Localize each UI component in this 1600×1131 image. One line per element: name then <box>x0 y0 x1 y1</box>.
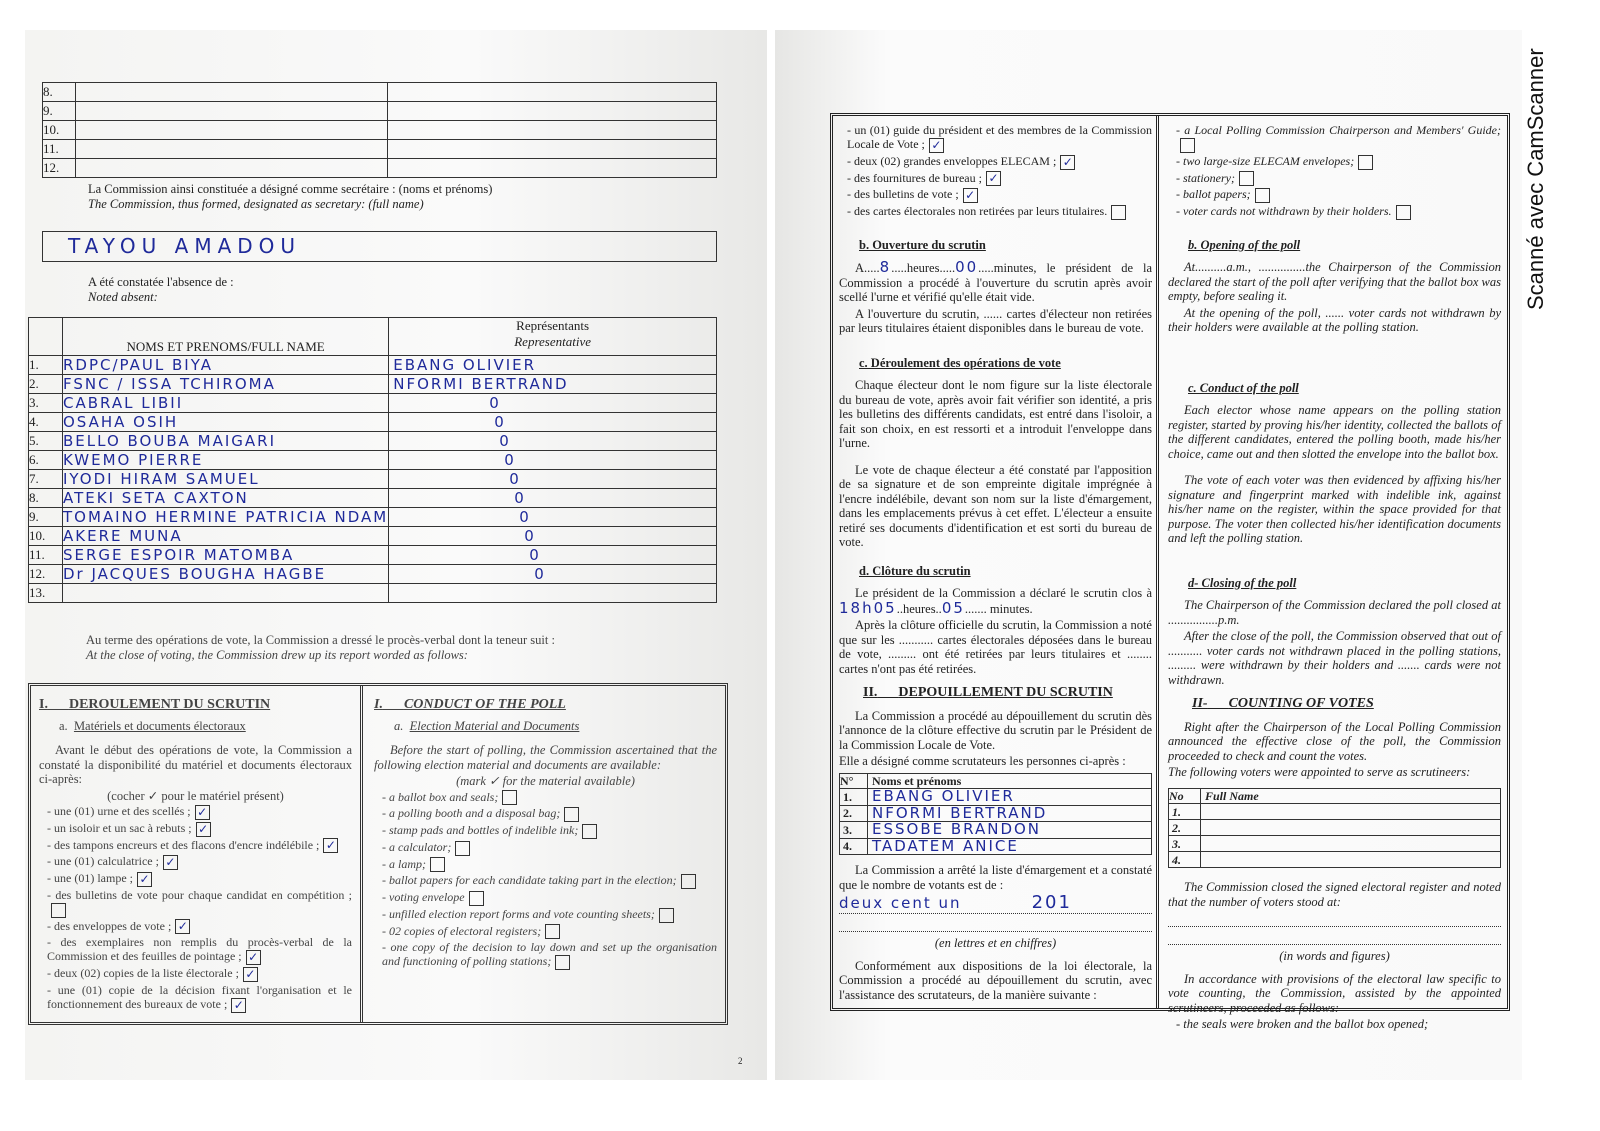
fr-final-text: Conformément aux dispositions de la loi électorale, la Commission a procédé au dépouillement du scrutin, avec l'assistance des scrutateurs, de la manière suivante : <box>839 958 1152 1002</box>
scrutineer-name: EBANG OLIVIER <box>872 787 1015 806</box>
absent-label-en: Noted absent: <box>88 290 158 304</box>
scrutineer-row: 4. <box>1169 852 1501 868</box>
material-item: - voter cards not withdrawn by their holders. <box>1176 204 1501 220</box>
en-subtitle: Election Material and Documents <box>409 718 580 733</box>
table-row: 11. <box>43 140 717 159</box>
material-checkbox[interactable] <box>1180 138 1195 153</box>
right-en-column: - a Local Polling Commission Chairperson and Members' Guide; - two large-size ELECAM envelopes; - stationery; - ballot papers; - voter cards not withdrawn by their holders. b. Opening of the poll At..........a.m., ...............the Chairperson of the Commission declared the start of the poll after verifying that the ballot box was empty, before sealing it. At the opening of the poll, ...... voter cards not withdrawn by their holders were available at the polling station. c. Conduct of the poll Each elector whose name appears on the polling station register, started by proving his/her identity, collected the ballots of the different candidates, entered the polling booth, made his/her choice, came out and then slotted the envelope into the ballot box. The vote of each voter was then evidenced by affixing his/her signature and fingerprint marked with indelible ink, against his/her name on the register, within the space provided for that purpose. The voter then collected his/her identification documents and left the polling station. d- Closing of the poll The Chairperson of the Commission declared the poll closed at ................p.m. After the close of the poll, the Commission observed that out of ........... voter cards not withdrawn placed in the polling stations, ......... were withdrawn by their holders and ....... cards were not withdrawn. II- COUNTING OF VOTES Right after the Chairperson of the Local Polling Commission announced the effective close of the poll, the Commission proceeded to check and count the votes. The following voters were appointed to serve as scrutineers: No Full Name 1. 2. 3. 4. The Commission closed the signed electoral register and noted that the number of voters stood at: (in words and figures) In accordance with provisions of the electoral law specific to vote counting, the Commission, assisted by the appointed scrutineers, proceeded as follows: - the seals were broken and the ballot box opened; <box>1162 116 1507 1008</box>
en-intro: Before the start of polling, the Commission ascertained that the following election material and documents are available: <box>374 743 717 772</box>
scrutineer-row: 3. ESSOBE BRANDON <box>840 822 1152 839</box>
material-checkbox[interactable]: ✓ <box>196 822 211 837</box>
en-final-text: In accordance with provisions of the electoral law specific to vote counting, the Commission, assisted by the appointed scrutineers, proceeded as follows: <box>1168 971 1501 1015</box>
absent-row <box>29 356 717 375</box>
material-checkbox[interactable] <box>502 790 517 805</box>
voters-count-figure: 201 <box>1031 892 1072 914</box>
row-number: 11. <box>29 546 63 565</box>
absent-row <box>29 565 717 584</box>
row-number: 3. <box>29 394 63 413</box>
fr-ii-text1: La Commission a procédé au dépouillement du scrutin dès l'annonce de la clôture effective du scrutin par le Président de la Commission Locale de Vote. <box>839 708 1152 752</box>
candidate-name: Dr JACQUES BOUGHA HAGBE <box>63 565 327 583</box>
material-item: - two large-size ELECAM envelopes; <box>1176 154 1501 170</box>
fr-b-text2: A l'ouverture du scrutin, ...... cartes d'électeur non retirées par leurs titulaires étaient disponibles dans le bureau de vote. <box>839 306 1152 336</box>
en-b-text2: At the opening of the poll, ...... voter cards not withdrawn by their holders were available at the polling station. <box>1168 305 1501 335</box>
material-item: - a Local Polling Commission Chairperson and Members' Guide; <box>1176 123 1501 153</box>
en-d-text1: The Chairperson of the Commission declared the poll closed at ................p.m. <box>1168 598 1501 627</box>
scrutineer-row: 2. NFORMI BERTRAND <box>840 805 1152 822</box>
candidate-name: FSNC / ISSA TCHIROMA <box>63 375 276 393</box>
absent-row <box>29 489 717 508</box>
material-checkbox[interactable]: ✓ <box>323 838 338 853</box>
absent-row <box>29 508 717 527</box>
row-number: 4. <box>29 413 63 432</box>
en-c-text1: Each elector whose name appears on the polling station register, started by proving his/her identity, collected the ballots of the different candidates, entered the polling booth, made his/her choice, came out and then slotted the envelope into the ballot box. <box>1168 403 1501 461</box>
table-row: 12. <box>43 159 717 178</box>
en-instruction: (mark ✓ for the material available) <box>456 774 635 788</box>
en-d-title: d- Closing of the poll <box>1188 575 1297 590</box>
material-checkbox[interactable] <box>1255 188 1270 203</box>
material-checkbox[interactable]: ✓ <box>137 872 152 887</box>
en-b-text1: At..........a.m., ...............the Chairperson of the Commission declared the start of the poll after verifying that the ballot box was empty, before sealing it. <box>1168 260 1501 304</box>
en-voters-field[interactable] <box>1168 913 1501 927</box>
scrutineer-row: 3. <box>1169 836 1501 852</box>
material-checkbox[interactable] <box>582 824 597 839</box>
en-ii-text2: The following voters were appointed to serve as scrutineers: <box>1168 765 1471 780</box>
candidate-name: TOMAINO HERMINE PATRICIA NDAM <box>63 508 389 526</box>
material-checkbox[interactable]: ✓ <box>231 998 246 1013</box>
secretary-name-field[interactable] <box>42 231 717 262</box>
opening-hours: 8 <box>879 258 892 277</box>
fr-c-text1: Chaque électeur dont le nom figure sur la liste électorale du bureau de vote, après avoir fait vérifier son identité, a pris les bulletins des différents candidats, est entré dans l'isoloir, a fait son choix, en est ressorti et a introduit l'enveloppe dans l'urne. <box>839 378 1152 451</box>
absent-table <box>28 317 717 603</box>
material-item: - des bulletins de vote pour chaque candidat en compétition ; <box>47 888 352 918</box>
material-item: - deux (02) copies de la liste électorale ; ✓ <box>47 966 352 982</box>
table-row: 10. <box>43 121 717 140</box>
fr-ii-text2: Elle a désigné comme scrutateurs les personnes ci-après : <box>839 754 1126 769</box>
fr-column: I. DEROULEMENT DU SCRUTIN a. Matériels et documents électoraux Avant le début des opérations de vote, la Commission a constaté la disponibilité du matériel et documents électoraux ci-après: (cocher ✓ pour le matériel présent) - une (01) urne et des scellés ; ✓ - un isoloir et un sac à rebuts ; ✓ - des tampons encreurs et des flacons d'encre indélébile ; ✓ - une (01) calculatrice ; ✓ - une (01) lampe ; ✓ - des bulletins de vote pour chaque candidat en compétition ; - des enveloppes de vote ; ✓ - des exemplaires non remplis du procès-verbal de la Commission et des feuilles de pointage ; ✓ - deux (02) copies de la liste électorale ; ✓ - une (01) copie de la décision fixant l'organisation et le fonctionnement des bureaux de vote ; ✓ <box>31 686 363 1022</box>
material-item: - des cartes électorales non retirées par leurs titulaires. <box>847 204 1152 220</box>
report-intro-fr: Au terme des opérations de vote, la Commission a dressé le procès-verbal dont la teneur suit : <box>86 633 555 647</box>
candidate-name: SERGE ESPOIR MATOMBA <box>63 546 295 564</box>
material-checkbox[interactable]: ✓ <box>175 919 190 934</box>
fr-b-title: b. Ouverture du scrutin <box>859 237 986 252</box>
representative-name: 0 <box>514 489 526 507</box>
absent-row <box>29 394 717 413</box>
absent-row <box>29 432 717 451</box>
report-intro <box>86 633 555 663</box>
secretary-label-fr: La Commission ainsi constituée a désigné comme secrétaire : (noms et prénoms) <box>88 182 493 196</box>
representative-name: 0 <box>524 527 536 545</box>
row-number: 1. <box>29 356 63 375</box>
camscanner-watermark: Scanné avec CamScanner <box>1523 48 1548 310</box>
absent-row <box>29 527 717 546</box>
material-item: - stationery; <box>1176 171 1501 187</box>
material-item: - ballot papers; <box>1176 187 1501 203</box>
representative-name: EBANG OLIVIER <box>393 356 537 374</box>
material-checkbox[interactable]: ✓ <box>986 171 1001 186</box>
representative-name: 0 <box>489 394 501 412</box>
fr-c-text2: Le vote de chaque électeur a été constaté par l'apposition de sa signature et de son empreinte digitale imprégnée à l'encre indélébile, devant son nom sur la liste d'émargement, dans les emplacements prévus à cet effet. L'électeur a ensuite retiré ses documents d'identification et est sorti du bureau de vote. <box>839 462 1152 550</box>
material-checkbox[interactable] <box>1111 205 1126 220</box>
fr-d-text2: Après la clôture officielle du scrutin, la Commission a noté que sur les ........... cartes électorales déposées dans le bureau de vote, ......... ont été retirées par leurs titulaires et ........ cartes n'ont pas été retirées. <box>839 618 1152 676</box>
candidate-name: OSAHA OSIH <box>63 413 179 431</box>
row-number: 2. <box>29 375 63 394</box>
material-checkbox[interactable] <box>555 955 570 970</box>
absent-label <box>88 275 234 305</box>
candidate-name: RDPC/PAUL BIYA <box>63 356 213 374</box>
en-d-text2: After the close of the poll, the Commission observed that out of ........... voter cards not withdrawn placed in the polling stations, ......... were withdrawn by their holders and ....... cards were not withdrawn. <box>1168 629 1501 687</box>
absent-row <box>29 584 717 603</box>
fr-material-list-cont <box>839 123 1152 220</box>
row-number: 6. <box>29 451 63 470</box>
en-final-item: - the seals were broken and the ballot box opened; <box>1176 1017 1429 1032</box>
material-checkbox[interactable] <box>545 924 560 939</box>
material-item: - une (01) lampe ; ✓ <box>47 871 352 887</box>
page-number: 2 <box>738 1056 743 1066</box>
row-number: 8. <box>29 489 63 508</box>
fr-subtitle: Matériels et documents électoraux <box>73 718 246 733</box>
material-item: - voting envelope <box>382 890 717 906</box>
material-item: - one copy of the decision to lay down and set up the organisation and functioning of polling stations; <box>382 940 717 970</box>
secretary-name: TAYOU AMADOU <box>68 234 302 258</box>
absent-row <box>29 546 717 565</box>
material-item: - un isoloir et un sac à rebuts ; ✓ <box>47 821 352 837</box>
absent-row <box>29 470 717 489</box>
secretary-label-en: The Commission, thus formed, designated as secretary: (full name) <box>88 197 424 211</box>
en-c-title: c. Conduct of the poll <box>1188 380 1299 395</box>
fr-instruction: (cocher ✓ pour le matériel présent) <box>107 788 284 803</box>
material-checkbox[interactable] <box>51 903 66 918</box>
en-voters-hint: (in words and figures) <box>1279 949 1390 964</box>
candidate-name: IYODI HIRAM SAMUEL <box>63 470 260 488</box>
fr-ii-title: DEPOUILLEMENT DU SCRUTIN <box>898 685 1113 701</box>
representative-name: 0 <box>504 451 516 469</box>
scrutineer-name: NFORMI BERTRAND <box>872 803 1048 822</box>
material-checkbox[interactable]: ✓ <box>1060 155 1075 170</box>
material-checkbox[interactable] <box>1239 171 1254 186</box>
row-number: 10. <box>29 527 63 546</box>
report-intro-en: At the close of voting, the Commission drew up its report worded as follows: <box>86 648 468 662</box>
material-item: - des exemplaires non remplis du procès-verbal de la Commission et des feuilles de pointage ; ✓ <box>47 935 352 965</box>
material-checkbox[interactable] <box>564 807 579 822</box>
representative-name: 0 <box>499 432 511 450</box>
right-fr-column: - un (01) guide du président et des membres de la Commission Locale de Vote ; ✓ - deux (02) grandes enveloppes ELECAM ; ✓ - des fournitures de bureau ; ✓ - des bulletins de vote ; ✓ - des cartes électorales non retirées par leurs titulaires. b. Ouverture du scrutin A.....8.....heures.....00.....minutes, le président de la Commission a procédé à l'ouverture du scrutin après avoir scellé l'urne et vérifié qu'elle était vide. A l'ouverture du scrutin, ...... cartes d'électeur non retirées par leurs titulaires étaient disponibles dans le bureau de vote. c. Déroulement des opérations de vote Chaque électeur dont le nom figure sur la liste électorale du bureau de vote, après avoir fait vérifier son identité, a pris les bulletins des différents candidats, est entré dans l'isoloir, a fait son choix, en est ressorti et a introduit l'enveloppe dans l'urne. Le vote de chaque électeur a été constaté par l'apposition de sa signature et de son empreinte digitale imprégnée à l'encre indélébile, devant son nom sur la liste d'émargement, dans les emplacements prévus à cet effet. L'électeur a ensuite retiré ses documents d'identification et est sorti du bureau de vote. d. Clôture du scrutin Le président de la Commission a déclaré le scrutin clos à 18h05..heures..05....... minutes. Après la clôture officielle du scrutin, la Commission a noté que sur les ........... cartes électorales déposées dans le bureau de vote, ......... ont été retirées par leurs titulaires et ........ cartes n'ont pas été retirées. II. DEPOUILLEMENT DU SCRUTIN La Commission a procédé au dépouillement du scrutin dès l'annonce de la clôture effective du scrutin par le Président de la Commission Locale de Vote. Elle a désigné comme scrutateurs les personnes ci-après : N° Noms et prénoms 1. EBANG OLIVIER 2. NFORMI BERTRAND 3. ESSOBE BRANDON 4. TADATEM ANICE La Commission a arrêté la liste d'émargement et a constaté que le nombre de votants est de : deux cent un 201 (en lettres et en chiffres) Conformément aux dispositions de la loi électorale, la Commission a procédé au dépouillement du scrutin, avec l'assistance des scrutateurs, de la manière suivante : <box>833 116 1159 1008</box>
representative-name: 0 <box>519 508 531 526</box>
material-checkbox[interactable]: ✓ <box>243 967 258 982</box>
absent-row <box>29 413 717 432</box>
material-item: - stamp pads and bottles of indelible ink; <box>382 823 717 839</box>
representative-name: 0 <box>529 546 541 564</box>
material-item: - a calculator; <box>382 840 717 856</box>
representative-name: 0 <box>509 470 521 488</box>
secretary-label <box>88 182 492 212</box>
material-checkbox[interactable] <box>430 857 445 872</box>
candidate-name: CABRAL LIBII <box>63 394 184 412</box>
conduct-of-poll-box <box>28 683 728 1025</box>
material-item: - des fournitures de bureau ; ✓ <box>847 171 1152 187</box>
table-row: 8. <box>43 83 717 102</box>
scrutineer-row: 2. <box>1169 820 1501 836</box>
material-item: - une (01) calculatrice ; ✓ <box>47 854 352 870</box>
en-c-text2: The vote of each voter was then evidenced by affixing his/her signature and fingerprint marked with indelible ink, against his/her name on the register, within the space provided for that purpose. The voter then collected his/her identification documents and left the polling station. <box>1168 473 1501 546</box>
scrutineer-name: ESSOBE BRANDON <box>872 820 1042 839</box>
en-scrutineers-table: No Full Name 1. 2. 3. 4. <box>1168 788 1501 869</box>
scrutineer-row: 1. <box>1169 804 1501 820</box>
scrutineer-row: 4. TADATEM ANICE <box>840 838 1152 855</box>
voters-count-field[interactable] <box>839 892 1152 914</box>
material-checkbox[interactable]: ✓ <box>246 950 261 965</box>
fr-c-title: c. Déroulement des opérations de vote <box>859 355 1061 370</box>
material-checkbox[interactable]: ✓ <box>963 188 978 203</box>
material-checkbox[interactable] <box>681 874 696 889</box>
material-item: - ballot papers for each candidate taking part in the election; <box>382 873 717 889</box>
material-checkbox[interactable] <box>455 841 470 856</box>
material-item: - a lamp; <box>382 857 717 873</box>
col-representative: Représentants Representative <box>389 318 717 356</box>
en-column: I. CONDUCT OF THE POLL a. Election Material and Documents Before the start of polling, the Commission ascertained that the following election material and documents are available: (mark ✓ for the material available) - a ballot box and seals; - a polling booth and a disposal bag; - stamp pads and bottles of indelible ink; - a calculator; - a lamp; - ballot papers for each candidate taking part in the election; - voting envelope - unfilled election report forms and vote counting sheets; - 02 copies of electoral registers; - one copy of the decision to lay down and set up the organisation and functioning of polling stations; <box>366 686 725 1022</box>
table-row: 9. <box>43 102 717 121</box>
row-number: 13. <box>29 584 63 603</box>
absent-row <box>29 451 717 470</box>
en-ii-title: COUNTING OF VOTES <box>1228 696 1374 712</box>
en-ii-text1: Right after the Chairperson of the Local Polling Commission announced the effective close of the poll, the Commission proceeded to check and count the votes. <box>1168 719 1501 763</box>
material-item: - des bulletins de vote ; ✓ <box>847 187 1152 203</box>
fr-material-list <box>39 804 352 1013</box>
material-checkbox[interactable] <box>659 908 674 923</box>
fr-scrutineers-table: N° Noms et prénoms 1. EBANG OLIVIER 2. NFORMI BERTRAND 3. ESSOBE BRANDON 4. TADATEM ANICE <box>839 773 1152 856</box>
material-item: - des tampons encreurs et des flacons d'encre indélébile ; ✓ <box>47 838 352 854</box>
material-item: - deux (02) grandes enveloppes ELECAM ; ✓ <box>847 154 1152 170</box>
candidate-name: BELLO BOUBA MAIGARI <box>63 432 277 450</box>
members-table-continued <box>42 82 717 178</box>
closing-minutes: 05 <box>941 598 965 617</box>
row-number: 9. <box>29 508 63 527</box>
fr-voters-text: La Commission a arrêté la liste d'émargement et a constaté que le nombre de votants est de : <box>839 863 1152 892</box>
material-checkbox[interactable]: ✓ <box>929 138 944 153</box>
right-report-box <box>830 113 1510 1032</box>
material-item: - une (01) urne et des scellés ; ✓ <box>47 804 352 820</box>
absent-row <box>29 375 717 394</box>
representative-name: 0 <box>494 413 506 431</box>
fr-intro: Avant le début des opérations de vote, la Commission a constaté la disponibilité du matériel et documents électoraux ci-après: <box>39 743 352 786</box>
opening-minutes: 00 <box>955 258 979 277</box>
voters-count-words: deux cent un <box>839 894 962 913</box>
material-checkbox[interactable] <box>1358 155 1373 170</box>
material-item: - a ballot box and seals; <box>382 790 717 806</box>
col-full-name: NOMS ET PRENOMS/FULL NAME <box>63 318 389 356</box>
material-checkbox[interactable] <box>1396 205 1411 220</box>
representative-name: 0 <box>534 565 546 583</box>
material-checkbox[interactable]: ✓ <box>195 805 210 820</box>
fr-d-title: d. Clôture du scrutin <box>859 563 971 578</box>
material-item: - 02 copies of electoral registers; <box>382 924 717 940</box>
material-checkbox[interactable]: ✓ <box>163 855 178 870</box>
representative-name: NFORMI BERTRAND <box>393 375 569 393</box>
material-item: - a polling booth and a disposal bag; <box>382 806 717 822</box>
material-item: - une (01) copie de la décision fixant l'organisation et le fonctionnement des bureaux de vote ; ✓ <box>47 983 352 1013</box>
en-material-list <box>374 790 717 971</box>
closing-hours: 18h05 <box>839 598 897 617</box>
scrutineer-row: 1. EBANG OLIVIER <box>840 789 1152 806</box>
material-item: - unfilled election report forms and vote counting sheets; <box>382 907 717 923</box>
en-b-title: b. Opening of the poll <box>1188 237 1301 252</box>
candidate-name: KWEMO PIERRE <box>63 451 204 469</box>
scrutineer-name: TADATEM ANICE <box>872 836 1019 855</box>
en-voters-text: The Commission closed the signed electoral register and noted that the number of voters stood at: <box>1168 880 1501 909</box>
candidate-name: ATEKI SETA CAXTON <box>63 489 249 507</box>
row-number: 12. <box>29 565 63 584</box>
absent-label-fr: A été constatée l'absence de : <box>88 275 234 289</box>
row-number: 7. <box>29 470 63 489</box>
row-number: 5. <box>29 432 63 451</box>
fr-section-title: DEROULEMENT DU SCRUTIN <box>68 697 271 712</box>
en-section-title: CONDUCT OF THE POLL <box>403 697 566 712</box>
material-item: - des enveloppes de vote ; ✓ <box>47 919 352 935</box>
material-item: - un (01) guide du président et des membres de la Commission Locale de Vote ; ✓ <box>847 123 1152 153</box>
fr-voters-hint: (en lettres et en chiffres) <box>934 936 1057 951</box>
material-checkbox[interactable] <box>469 891 484 906</box>
candidate-name: AKERE MUNA <box>63 527 183 545</box>
en-material-list-cont <box>1168 123 1501 220</box>
